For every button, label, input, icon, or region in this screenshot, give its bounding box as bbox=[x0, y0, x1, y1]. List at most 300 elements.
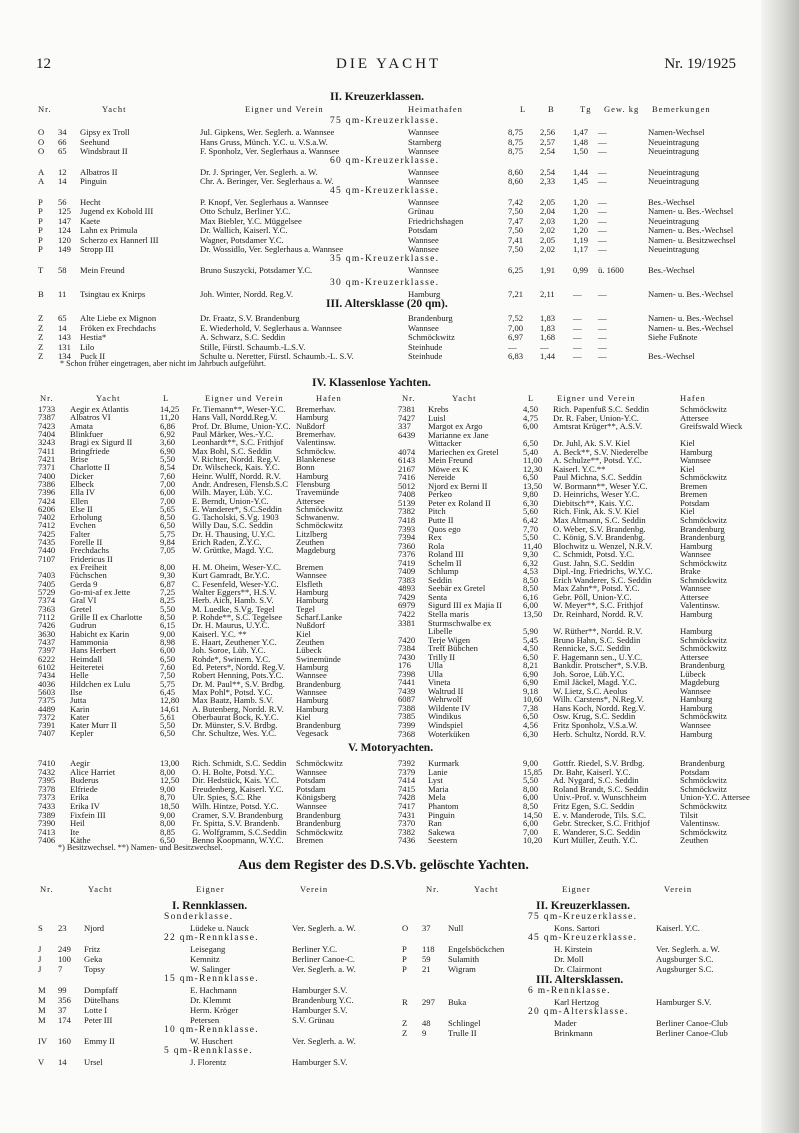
table-cell: E. Hachmann bbox=[190, 985, 237, 995]
table-cell: 7376 bbox=[398, 549, 416, 560]
table-cell: Friedrichshagen bbox=[408, 215, 464, 226]
table-cell: 4,53 bbox=[523, 566, 539, 577]
table-cell: 7,00 bbox=[508, 322, 524, 333]
table-cell: Schmöckwitz bbox=[680, 472, 727, 483]
table-cell: 5,60 bbox=[523, 506, 539, 517]
table-cell: Hamburg bbox=[296, 695, 329, 706]
table-cell: Go-mi-af ex Jette bbox=[70, 587, 131, 598]
table-cell: 1,83 bbox=[540, 322, 556, 333]
table-cell: 120 bbox=[58, 234, 71, 245]
table-cell: — bbox=[598, 166, 607, 177]
table-cell: 131 bbox=[58, 341, 71, 352]
table-cell: Nereide bbox=[428, 472, 456, 483]
table-cell: P. Knopf, Ver. Seglerhaus a. Wannsee bbox=[200, 196, 329, 207]
table-cell: — bbox=[573, 332, 582, 342]
table-cell: V. Richter, Nordd. Reg.V. bbox=[192, 453, 281, 464]
table-cell: Freudenberg, Kaiserl. Y.C. bbox=[192, 783, 284, 794]
table-cell: 149 bbox=[58, 244, 71, 254]
table-cell: Ella IV bbox=[70, 487, 96, 498]
register-title: Aus dem Register des D.S.Vb. gelöschte Yachten. bbox=[238, 858, 529, 873]
table-cell: 5,45 bbox=[523, 634, 539, 645]
table-cell: 6,92 bbox=[160, 428, 176, 439]
table-cell: 5012 bbox=[398, 480, 416, 491]
table-cell: W. Grüttke, Magd. Y.C. bbox=[192, 545, 274, 556]
table-cell: Potsdam bbox=[296, 783, 326, 794]
table-cell: 7431 bbox=[398, 809, 416, 820]
table-cell: Schmöckwitz bbox=[680, 643, 727, 654]
table-cell: Tilsit bbox=[680, 809, 698, 820]
column-header: Nr. bbox=[40, 393, 54, 403]
table-cell: Dr. Bahr, Kaiserl. Y.C. bbox=[553, 766, 631, 777]
table-cell: Berliner Y.C. bbox=[292, 944, 338, 954]
table-cell: Schlump bbox=[428, 566, 459, 577]
table-cell: 6,00 bbox=[160, 487, 176, 498]
table-cell: Hamburger S.V. bbox=[292, 985, 348, 995]
table-cell: E. Wanderer, S.C. Seddin bbox=[553, 826, 641, 837]
table-cell: Bremerhav. bbox=[296, 428, 336, 439]
table-cell: 7440 bbox=[38, 545, 56, 556]
table-cell: 7,25 bbox=[160, 587, 176, 598]
table-cell: 8,54 bbox=[160, 462, 176, 473]
table-cell: Schwanenw. bbox=[296, 512, 340, 523]
table-cell: Namen- u. Bes.-Wechsel bbox=[648, 313, 734, 323]
table-cell: Amata bbox=[70, 420, 93, 431]
table-cell: Fridericus II bbox=[70, 553, 113, 564]
table-cell: Schmöckwitz bbox=[296, 826, 343, 837]
table-cell: ü. 1600 bbox=[598, 264, 624, 275]
table-cell: 7435 bbox=[38, 537, 56, 548]
table-cell: Brandenburg bbox=[680, 758, 725, 768]
table-cell: — bbox=[508, 341, 517, 352]
table-cell: Leonhardt**, S.C. Frithjof bbox=[192, 437, 284, 448]
table-cell: ex Freiheit bbox=[70, 562, 107, 573]
table-cell: 8,50 bbox=[523, 574, 539, 585]
table-cell: W. Lietz, S.C. Aeolus bbox=[553, 685, 628, 696]
table-cell: Wilh. Carstens*, N.Reg.V. bbox=[553, 694, 644, 705]
table-cell: 4,50 bbox=[523, 404, 539, 414]
table-cell: Vegesack bbox=[296, 728, 329, 739]
table-cell: 7,60 bbox=[160, 661, 176, 672]
table-cell: Diebitsch**, Kais. Y.C. bbox=[553, 497, 634, 508]
table-cell: 7397 bbox=[38, 645, 56, 656]
table-cell: 7404 bbox=[38, 428, 56, 439]
table-cell: W. Salinger bbox=[190, 964, 231, 974]
table-cell: 6,30 bbox=[523, 497, 539, 508]
table-cell: 14 bbox=[58, 322, 67, 333]
register-section: III. Altersklassen. bbox=[536, 974, 624, 986]
table-cell: Evchen bbox=[70, 520, 96, 531]
table-cell: Litzlberg bbox=[296, 528, 328, 539]
table-cell: Alice Harriet bbox=[70, 766, 116, 777]
table-cell: 7437 bbox=[38, 636, 56, 647]
table-cell: Hamburg bbox=[296, 412, 329, 423]
table-cell: 7388 bbox=[398, 702, 416, 713]
table-cell: Potsdam bbox=[296, 775, 326, 786]
table-cell: Attersee bbox=[680, 591, 709, 602]
table-cell: S bbox=[38, 923, 43, 933]
table-cell: Windikus bbox=[428, 711, 462, 722]
table-cell: 1,19 bbox=[573, 234, 589, 245]
table-cell: P bbox=[38, 206, 43, 216]
register-subheading: 10 qm-Rennklasse. bbox=[164, 1025, 259, 1035]
table-cell: Hamburg bbox=[680, 608, 713, 619]
table-cell: Namen- u. Bes.-Wechsel bbox=[648, 206, 734, 216]
table-cell: 100 bbox=[58, 954, 71, 964]
table-cell: Mela bbox=[428, 792, 446, 803]
table-cell: 7396 bbox=[38, 487, 56, 498]
table-cell: 7,50 bbox=[508, 225, 524, 235]
table-cell: Schmöckwitz bbox=[680, 515, 727, 526]
table-cell: 8,98 bbox=[160, 636, 176, 647]
table-cell: Wilh. Mayer, Lüb. Y.C. bbox=[192, 487, 273, 498]
table-cell: O. H. Bolte, Potsd. Y.C. bbox=[192, 766, 275, 777]
table-cell: 6,25 bbox=[508, 264, 524, 275]
table-cell: Paul Michna, S.C. Seddin bbox=[553, 472, 642, 483]
table-cell: Falter bbox=[70, 528, 91, 539]
table-cell: Pinguin bbox=[428, 809, 455, 820]
table-cell: 3630 bbox=[38, 628, 56, 639]
table-cell: 6222 bbox=[38, 653, 56, 664]
table-cell: 6102 bbox=[38, 661, 56, 672]
register-subheading: 15 qm-Rennklasse. bbox=[164, 974, 259, 984]
table-cell: — bbox=[598, 196, 607, 207]
table-cell: Prof. Dr. Blume, Union-Y.C. bbox=[192, 420, 291, 431]
table-cell: A bbox=[38, 166, 45, 177]
table-cell: Dr. Wilscheck, Kais. Y.C. bbox=[192, 462, 280, 473]
table-cell: 7441 bbox=[398, 677, 416, 688]
table-cell: 4,75 bbox=[523, 412, 539, 423]
table-cell: Sakewa bbox=[428, 826, 455, 837]
table-cell: Dr. M. Paul**, S.V. Brdbg. bbox=[192, 678, 285, 689]
motor-title: V. Motoryachten. bbox=[348, 742, 434, 754]
table-cell: — bbox=[598, 127, 607, 137]
table-cell: 8,00 bbox=[160, 818, 176, 829]
table-cell: J bbox=[38, 954, 42, 964]
table-cell: 2,54 bbox=[540, 166, 556, 177]
table-cell: Schmöckwitz bbox=[408, 332, 455, 342]
table-cell: Z bbox=[38, 332, 44, 342]
class-subheading: 45 qm-Kreuzerklasse. bbox=[330, 185, 440, 196]
table-cell: 337 bbox=[398, 421, 411, 432]
table-cell: Dr. Juhl, Ak. S.V. Kiel bbox=[553, 438, 630, 449]
table-cell: 1733 bbox=[38, 404, 56, 414]
table-cell: Wittacker bbox=[428, 438, 462, 449]
table-cell: Wannsee bbox=[680, 719, 711, 730]
table-cell: 1,48 bbox=[573, 136, 589, 147]
table-cell: Dr. Fraatz, S.V. Brandenburg bbox=[200, 313, 300, 323]
table-cell: Potsdam bbox=[408, 225, 438, 235]
table-cell: M bbox=[38, 1005, 46, 1015]
table-cell: Kiel bbox=[296, 711, 311, 722]
table-cell: Z bbox=[402, 1018, 408, 1028]
page-header bbox=[36, 56, 736, 78]
table-cell: Fr. Spitta, S.V. Brandenb. bbox=[192, 818, 280, 829]
table-cell: Neueintragung bbox=[648, 215, 700, 226]
table-cell: Seebär ex Gretel bbox=[428, 583, 486, 594]
table-cell: W. Bormann**, Weser Y.C. bbox=[553, 480, 648, 491]
table-cell: P. Rohde**, S.C. Tegelsee bbox=[192, 612, 283, 622]
table-cell: 7371 bbox=[38, 462, 56, 473]
table-cell: Wehrwolf bbox=[428, 694, 463, 705]
table-cell: Bruno Hahn, S.C. Seddin bbox=[553, 634, 641, 645]
table-cell: Dr. Moll bbox=[554, 954, 584, 964]
table-cell: 1,45 bbox=[573, 176, 589, 186]
table-cell: 4,50 bbox=[523, 643, 539, 654]
table-cell: 7430 bbox=[398, 651, 416, 662]
column-header: Yacht bbox=[102, 104, 127, 114]
table-cell: 8,50 bbox=[160, 512, 176, 523]
table-cell: 18,50 bbox=[160, 801, 180, 811]
table-cell: 7375 bbox=[38, 695, 56, 706]
table-cell: 7,47 bbox=[508, 215, 524, 226]
register-subheading: 20 qm-Altersklasse. bbox=[528, 1007, 629, 1017]
table-cell: Schmöckwitz bbox=[680, 775, 727, 786]
table-cell: Dr. Wallich, Kaiserl. Y.C. bbox=[200, 225, 288, 235]
table-cell: Z bbox=[402, 1028, 408, 1038]
table-cell: Bremen bbox=[296, 835, 324, 846]
table-cell: 9 bbox=[422, 1028, 427, 1038]
column-header: Tg bbox=[580, 104, 592, 114]
table-cell: Magdeburg bbox=[296, 545, 336, 556]
table-cell: Kons. Sartori bbox=[554, 923, 600, 933]
table-cell: 7386 bbox=[38, 478, 56, 489]
table-cell: Wannsee bbox=[408, 127, 439, 137]
table-cell: Brise bbox=[70, 453, 89, 464]
table-cell: Robert Henning, Pots.Y.C. bbox=[192, 670, 284, 681]
table-cell: 4893 bbox=[398, 583, 416, 594]
table-cell: Hans Herbert bbox=[70, 645, 117, 656]
table-cell: Schelm II bbox=[428, 557, 462, 568]
table-cell: 174 bbox=[58, 1015, 71, 1025]
table-cell: Benno Koopmann, W.Y.C. bbox=[192, 835, 284, 846]
table-cell: Königsberg bbox=[296, 792, 336, 803]
table-cell: Njord ex Berni II bbox=[428, 480, 488, 491]
table-cell: Namen- u. Bes.-Wechsel bbox=[648, 225, 734, 235]
table-cell: 2,04 bbox=[540, 206, 556, 216]
table-cell: T bbox=[38, 264, 44, 275]
table-cell: Nußdorf bbox=[296, 420, 326, 431]
table-cell: Gipsy ex Troll bbox=[80, 127, 130, 137]
table-cell: Schmöckwitz bbox=[680, 634, 727, 645]
table-cell: 7,05 bbox=[160, 545, 176, 556]
table-cell: 6,87 bbox=[160, 578, 176, 589]
table-cell: 2,11 bbox=[540, 289, 555, 299]
table-cell: 10,20 bbox=[523, 835, 543, 846]
table-cell: Dütelhans bbox=[84, 995, 119, 1005]
table-cell: D. Heinrichs, Weser Y.C. bbox=[553, 489, 640, 500]
table-cell: Dir. Hedstück, Kais. Y.C. bbox=[192, 775, 279, 786]
table-cell: Pitch bbox=[428, 506, 446, 517]
table-cell: 7429 bbox=[398, 591, 416, 602]
table-cell: Blankenese bbox=[296, 453, 336, 464]
table-cell: 1,20 bbox=[573, 225, 589, 235]
table-cell: 10,60 bbox=[523, 694, 543, 705]
table-cell: 9,30 bbox=[160, 570, 176, 581]
table-cell: Jul. Gipkens, Wer. Seglerh. a. Wannsee bbox=[200, 127, 335, 137]
table-cell: Lübeck bbox=[296, 645, 322, 656]
table-cell: Puck II bbox=[80, 351, 106, 361]
table-cell: Berliner Canoe-C. bbox=[292, 954, 356, 964]
table-cell: Gebr. Strecker, S.C. Frithjof bbox=[553, 818, 650, 829]
table-cell: 7417 bbox=[398, 801, 416, 811]
table-cell: Ver. Seglerh. a. W. bbox=[292, 964, 356, 974]
table-cell: 7412 bbox=[38, 520, 56, 531]
table-cell: Valentinsw. bbox=[680, 600, 720, 611]
table-cell: Kiel bbox=[680, 463, 695, 474]
table-cell: Dr. R. Faber, Union-Y.C. bbox=[553, 412, 639, 423]
table-cell: Helle bbox=[70, 670, 89, 681]
table-cell: Marianne ex Jane bbox=[428, 429, 489, 440]
table-cell: O bbox=[38, 127, 45, 137]
table-cell: P bbox=[38, 244, 43, 254]
table-cell: 99 bbox=[58, 985, 67, 995]
table-cell: Windspiel bbox=[428, 719, 463, 730]
table-cell: Hamburg bbox=[680, 626, 713, 637]
table-cell: Senta bbox=[428, 591, 448, 602]
table-cell: Erich Raden, Z.Y.C. bbox=[192, 537, 262, 548]
table-cell: 8,00 bbox=[160, 562, 176, 573]
table-cell: Blochwitz u. Wenzel, N.R.V. bbox=[553, 540, 653, 551]
table-cell: P bbox=[38, 225, 43, 235]
table-cell: Dr. Klemmt bbox=[190, 995, 232, 1005]
table-cell: W. Rüther**, Nordd. R.V. bbox=[553, 626, 643, 637]
table-cell: 7436 bbox=[398, 835, 416, 846]
table-cell: 7379 bbox=[398, 766, 416, 777]
table-cell: Rennicke, S.C. Seddin bbox=[553, 643, 631, 654]
table-cell: Forelle II bbox=[70, 537, 103, 548]
table-cell: Neueintragung bbox=[648, 136, 700, 147]
table-cell: A. Beck**, S.V. Niederelbe bbox=[553, 446, 649, 457]
table-cell: 13,50 bbox=[523, 608, 543, 619]
table-cell: 1,20 bbox=[573, 206, 589, 216]
table-cell: Schmöckwitz bbox=[680, 574, 727, 585]
table-cell: Bringfriede bbox=[70, 445, 110, 456]
table-cell: 1,47 bbox=[573, 127, 589, 137]
table-cell: Käthe bbox=[70, 835, 91, 846]
table-cell: Ran bbox=[428, 818, 442, 829]
table-cell: 5,40 bbox=[523, 446, 539, 457]
table-cell: 34 bbox=[58, 127, 67, 137]
table-cell: 5139 bbox=[398, 497, 416, 508]
table-cell: Heimdall bbox=[70, 653, 102, 664]
table-cell: 7,60 bbox=[160, 470, 176, 481]
table-cell: 5,50 bbox=[160, 603, 176, 614]
column-header: Yacht bbox=[452, 393, 477, 403]
table-cell: 21 bbox=[422, 964, 431, 974]
table-cell: 7402 bbox=[38, 512, 56, 523]
table-cell: 1,68 bbox=[540, 332, 556, 342]
table-cell: 8,00 bbox=[160, 766, 176, 777]
table-cell: — bbox=[598, 234, 607, 245]
table-cell: J. Florentz bbox=[190, 1057, 227, 1067]
table-cell: Kaiserl. Y.C. ** bbox=[192, 628, 247, 639]
table-cell: Ad. Nygard, S.C. Seddin bbox=[553, 775, 639, 786]
table-cell: 7432 bbox=[38, 766, 56, 777]
table-cell: Windsbraut II bbox=[80, 146, 128, 156]
table-cell: 6,50 bbox=[160, 835, 176, 846]
table-cell: Nußdorf bbox=[296, 620, 326, 631]
table-cell: Erholung bbox=[70, 512, 102, 523]
table-cell: 124 bbox=[58, 225, 71, 235]
table-cell: 12,50 bbox=[160, 775, 180, 786]
table-cell: Wannsee bbox=[296, 766, 327, 777]
table-cell: Ellen bbox=[70, 495, 89, 506]
table-cell: 297 bbox=[422, 997, 435, 1007]
table-cell: 7374 bbox=[38, 595, 56, 606]
table-cell: 13,50 bbox=[523, 480, 543, 491]
column-header: Eigner bbox=[196, 884, 225, 894]
table-cell: Gretel bbox=[70, 603, 92, 614]
table-cell: Zeuthen bbox=[680, 835, 709, 846]
table-cell: Hildchen ex Lulu bbox=[70, 678, 131, 689]
table-cell: Herb. Aich, Hamb. S.V. bbox=[192, 595, 274, 606]
table-cell: Schmöckwitz bbox=[296, 503, 343, 514]
table-cell: — bbox=[573, 351, 582, 361]
table-cell: Wilh. Hintze, Potsd. Y.C. bbox=[192, 801, 279, 811]
table-cell: — bbox=[598, 215, 607, 226]
table-cell: Namen- u. Bes.-Wechsel bbox=[648, 289, 734, 299]
table-cell: 6,50 bbox=[523, 472, 539, 483]
table-cell: 0,99 bbox=[573, 264, 589, 275]
table-cell: 8,75 bbox=[508, 127, 524, 137]
table-cell: 6,83 bbox=[508, 351, 524, 361]
table-cell: Ver. Seglerh. a. W. bbox=[656, 944, 720, 954]
table-cell: Flensburg bbox=[296, 478, 331, 489]
table-cell: Gust. Jahn, S.C. Seddin bbox=[553, 557, 635, 568]
table-cell: Null bbox=[448, 923, 464, 933]
table-cell: 5,65 bbox=[160, 503, 176, 514]
table-cell: 7384 bbox=[398, 643, 416, 654]
table-cell: 8,25 bbox=[160, 595, 176, 606]
table-cell: 66 bbox=[58, 136, 67, 147]
table-cell: Ver. Seglerh. a. W. bbox=[292, 923, 356, 933]
table-cell: Joh. Winter, Nordd. Reg.V. bbox=[200, 289, 294, 299]
table-cell: Charlotte II bbox=[70, 462, 110, 473]
column-header: Nr. bbox=[38, 104, 52, 114]
table-cell: Schlingel bbox=[448, 1018, 481, 1028]
table-cell: Mariechen ex Gretel bbox=[428, 446, 499, 457]
table-cell: Andr. Andresen, Flensb.S.C bbox=[192, 478, 288, 489]
table-cell: Quos ego bbox=[428, 523, 461, 534]
table-cell: Peter III bbox=[84, 1015, 113, 1025]
table-cell: 7368 bbox=[398, 728, 416, 739]
table-cell: Namen- u. Bes.-Wechsel bbox=[648, 322, 734, 333]
binding-shadow bbox=[761, 0, 799, 1133]
table-cell: A. Schulze**, Potsd. Y.C. bbox=[553, 455, 642, 466]
table-cell: Roland Brandt, S.C. Seddin bbox=[553, 783, 649, 794]
table-cell: 7409 bbox=[398, 566, 416, 577]
table-cell: — bbox=[598, 313, 607, 323]
table-cell: — bbox=[598, 341, 607, 352]
table-cell: Heil bbox=[70, 818, 85, 829]
table-cell: 6143 bbox=[398, 455, 416, 466]
table-cell: Seehund bbox=[80, 136, 110, 147]
table-cell: Peter ex Roland II bbox=[428, 497, 491, 508]
table-cell: M bbox=[38, 1015, 46, 1025]
table-cell: 14 bbox=[58, 1057, 67, 1067]
table-cell: Dompfaff bbox=[84, 985, 118, 995]
table-cell: 5,50 bbox=[160, 720, 176, 731]
table-cell: 147 bbox=[58, 215, 71, 226]
table-cell: — bbox=[598, 176, 607, 186]
table-cell: Ite bbox=[70, 826, 80, 837]
table-cell: Valentinsw. bbox=[680, 818, 720, 829]
table-cell: 7390 bbox=[38, 818, 56, 829]
table-cell: Ulr. Spies, S.C. Rhe bbox=[192, 792, 261, 803]
table-cell: 1,91 bbox=[540, 264, 556, 275]
table-cell: 6,32 bbox=[523, 557, 539, 568]
table-cell: 6,00 bbox=[523, 600, 539, 611]
